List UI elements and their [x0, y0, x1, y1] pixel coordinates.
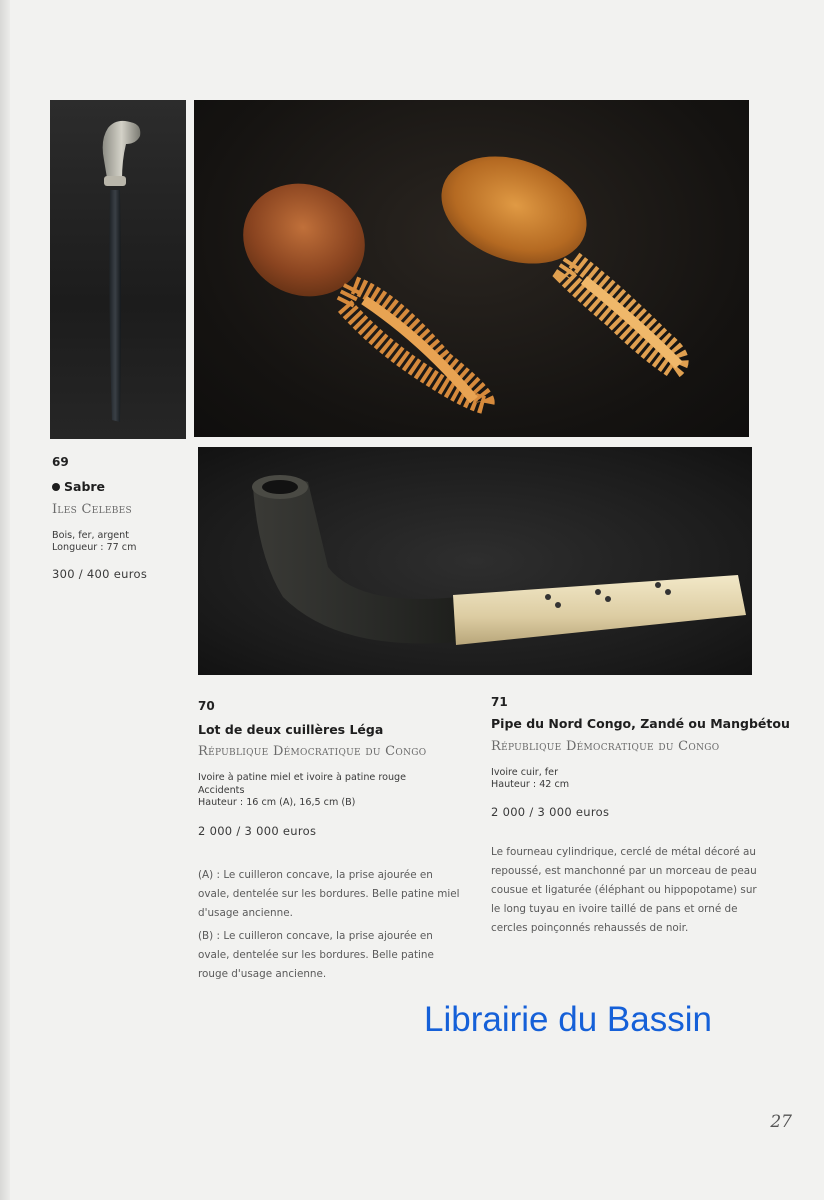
lot-70-title: Lot de deux cuillères Léga: [198, 722, 384, 737]
lot-70-estimate: 2 000 / 3 000 euros: [198, 824, 317, 838]
page-edge: [0, 0, 10, 1200]
lot-71-description-text: Le fourneau cylindrique, cerclé de métal décoré au repoussé, est manchonné par un morceau de peau cousue et ligaturée (éléphant ou hippopotame) sur le long tuyau en ivoire taillé de pans et orné de cercles poinçonnés rehaussés de noir.: [491, 846, 757, 934]
lot-71-estimate: 2 000 / 3 000 euros: [491, 805, 610, 819]
lot-71-number: 71: [491, 695, 508, 709]
lot-69-number: 69: [52, 455, 69, 469]
lot-70-description-b: (B) : Le cuilleron concave, la prise ajourée en ovale, dentelée sur les bordures. Belle patine rouge d'usage ancienne.: [198, 930, 434, 980]
sabre-illustration: [50, 100, 186, 439]
lot-69-title-text: Sabre: [64, 479, 106, 494]
lot-69-title: [52, 479, 105, 494]
lot-71-origin: République Démocratique du Congo: [491, 739, 720, 754]
pipe-photo: [198, 447, 752, 675]
lot-70-condition: Accidents: [198, 785, 245, 796]
lot-70-description: [198, 866, 460, 984]
bullet-icon: [52, 483, 60, 491]
lot-70-origin: République Démocratique du Congo: [198, 744, 427, 759]
page-number: 27: [770, 1112, 792, 1132]
lot-71-title: Pipe du Nord Congo, Zandé ou Mangbétou: [491, 716, 790, 731]
sabre-photo: [50, 100, 186, 439]
spoons-photo: [194, 100, 749, 437]
spoons-illustration: [194, 100, 749, 437]
lot-70-materials: Ivoire à patine miel et ivoire à patine rouge: [198, 772, 407, 783]
lot-70-description-a: (A) : Le cuilleron concave, la prise ajourée en ovale, dentelée sur les bordures. Belle patine miel d'usage ancienne.: [198, 869, 460, 919]
lot-70-number: 70: [198, 699, 215, 713]
lot-71-dimensions: Hauteur : 42 cm: [491, 779, 570, 790]
lot-70-dimensions: Hauteur : 16 cm (A), 16,5 cm (B): [198, 797, 356, 808]
lot-71-description: [491, 843, 763, 938]
lot-69-estimate: 300 / 400 euros: [52, 567, 148, 581]
watermark: Librairie du Bassin: [424, 1000, 712, 1039]
lot-69-dimensions: Longueur : 77 cm: [52, 542, 137, 553]
pipe-illustration: [198, 447, 752, 675]
lot-69-origin: Iles Celebes: [52, 502, 132, 517]
lot-69-materials: Bois, fer, argent: [52, 530, 130, 541]
lot-71-materials: Ivoire cuir, fer: [491, 767, 559, 778]
